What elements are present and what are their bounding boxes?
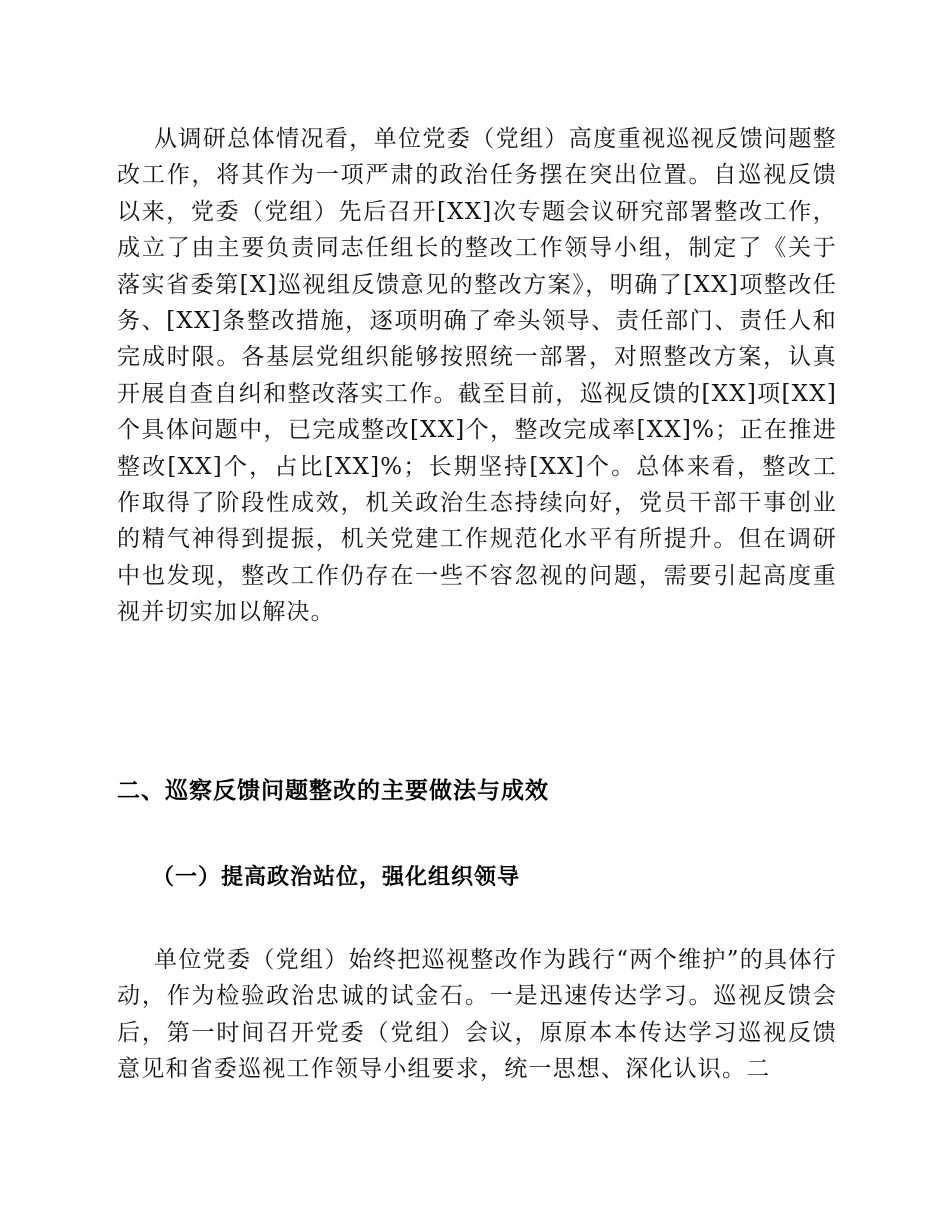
section-heading: 二、巡察反馈问题整改的主要做法与成效	[117, 778, 549, 804]
subsection-heading: （一）提高政治站位，强化组织领导	[152, 865, 521, 890]
body-paragraph-leadership: 单位党委（党组）始终把巡视整改作为践行“两个维护”的具体行动，作为检验政治忠诚的试金石。一是迅速传达学习。巡视反馈会后，第一时间召开党委（党组）会议，原原本本传达学习巡视反馈意见和省委巡视工作领导小组要求，统一思想、深化认识。二	[117, 947, 837, 1083]
body-paragraph-overview: 从调研总体情况看，单位党委（党组）高度重视巡视反馈问题整改工作，将其作为一项严肃的政治任务摆在突出位置。自巡视反馈以来，党委（党组）先后召开[XX]次专题会议研究部署整改工作，成立了由主要负责同志任组长的整改工作领导小组，制定了《关于落实省委第[X]巡视组反馈意见的整改方案》，明确了[XX]项整改任务、[XX]条整改措施，逐项明确了牵头领导、责任部门、责任人和完成时限。各基层党组织能够按照统一部署，对照整改方案，认真开展自查自纠和整改落实工作。截至目前，巡视反馈的[XX]项[XX]个具体问题中，已完成整改[XX]个，整改完成率[XX]%；正在推进整改[XX]个，占比[XX]%；长期坚持[XX]个。总体来看，整改工作取得了阶段性成效，机关政治生态持续向好，党员干部干事创业的精气神得到提振，机关党建工作规范化水平有所提升。但在调研中也发现，整改工作仍存在一些不容忽视的问题，需要引起高度重视并切实加以解决。	[117, 126, 837, 626]
